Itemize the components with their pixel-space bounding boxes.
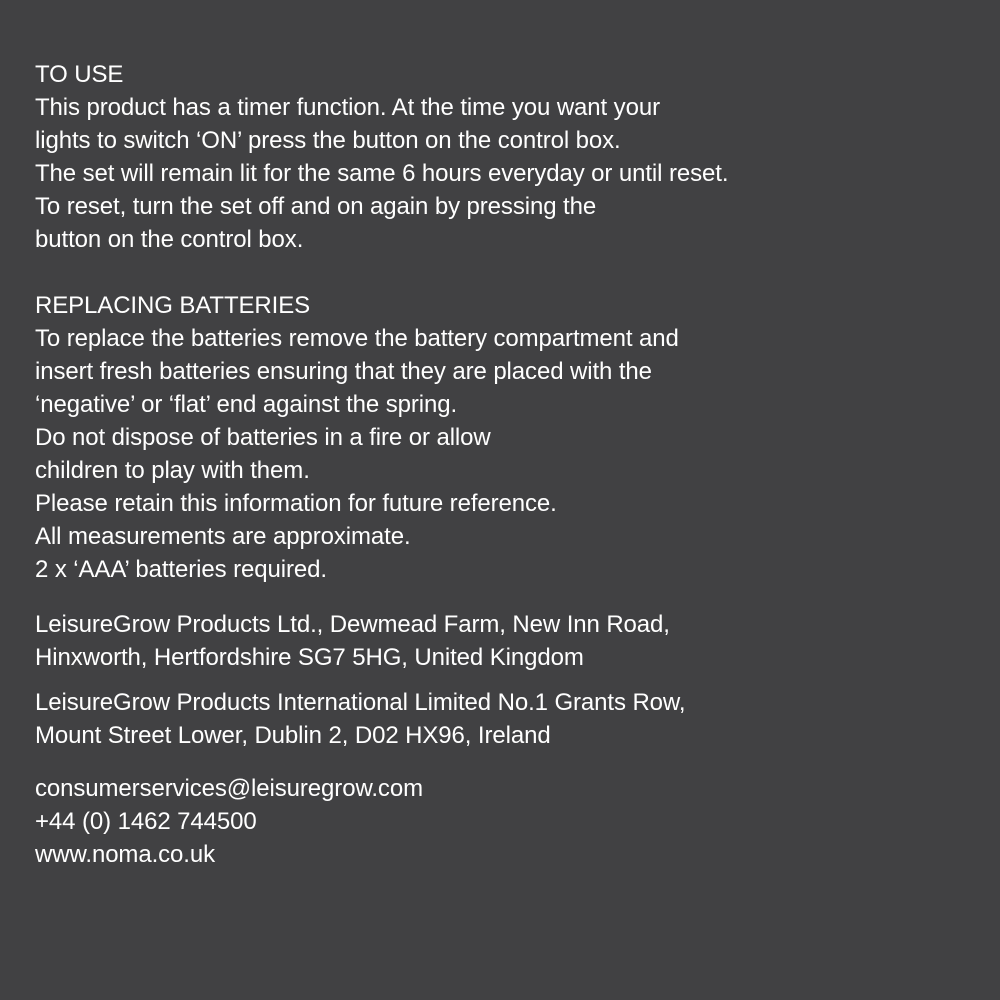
to-use-line: The set will remain lit for the same 6 hours everyday or until reset. bbox=[35, 160, 729, 187]
uk-address bbox=[35, 608, 1000, 674]
batteries-line: Please retain this information for future reference. bbox=[35, 490, 557, 517]
contact-website: www.noma.co.uk bbox=[35, 841, 216, 868]
to-use-section bbox=[35, 58, 1000, 256]
to-use-line: lights to switch ‘ON’ press the button on the control box. bbox=[35, 127, 621, 154]
batteries-line: All measurements are approximate. bbox=[35, 523, 411, 550]
ireland-address-line: Mount Street Lower, Dublin 2, D02 HX96, Ireland bbox=[35, 722, 551, 749]
replacing-batteries-heading: REPLACING BATTERIES bbox=[35, 292, 311, 319]
to-use-line: To reset, turn the set off and on again by pressing the bbox=[35, 193, 597, 220]
to-use-line: button on the control box. bbox=[35, 226, 304, 253]
ireland-address-line: LeisureGrow Products International Limited No.1 Grants Row, bbox=[35, 689, 686, 716]
uk-address-line: LeisureGrow Products Ltd., Dewmead Farm, New Inn Road, bbox=[35, 611, 670, 638]
batteries-line: To replace the batteries remove the battery compartment and bbox=[35, 325, 679, 352]
uk-address-line: Hinxworth, Hertfordshire SG7 5HG, United Kingdom bbox=[35, 644, 584, 671]
ireland-address bbox=[35, 686, 1000, 752]
batteries-line: 2 x ‘AAA’ batteries required. bbox=[35, 556, 327, 583]
batteries-line: Do not dispose of batteries in a fire or allow bbox=[35, 424, 491, 451]
to-use-heading: TO USE bbox=[35, 61, 124, 88]
contact-details bbox=[35, 772, 1000, 871]
batteries-line: insert fresh batteries ensuring that they are placed with the bbox=[35, 358, 652, 385]
contact-phone: +44 (0) 1462 744500 bbox=[35, 808, 257, 835]
to-use-line: This product has a timer function. At the time you want your bbox=[35, 94, 660, 121]
replacing-batteries-section bbox=[35, 289, 1000, 586]
batteries-line: children to play with them. bbox=[35, 457, 310, 484]
contact-email: consumerservices@leisuregrow.com bbox=[35, 775, 423, 802]
batteries-line: ‘negative’ or ‘flat’ end against the spring. bbox=[35, 391, 458, 418]
